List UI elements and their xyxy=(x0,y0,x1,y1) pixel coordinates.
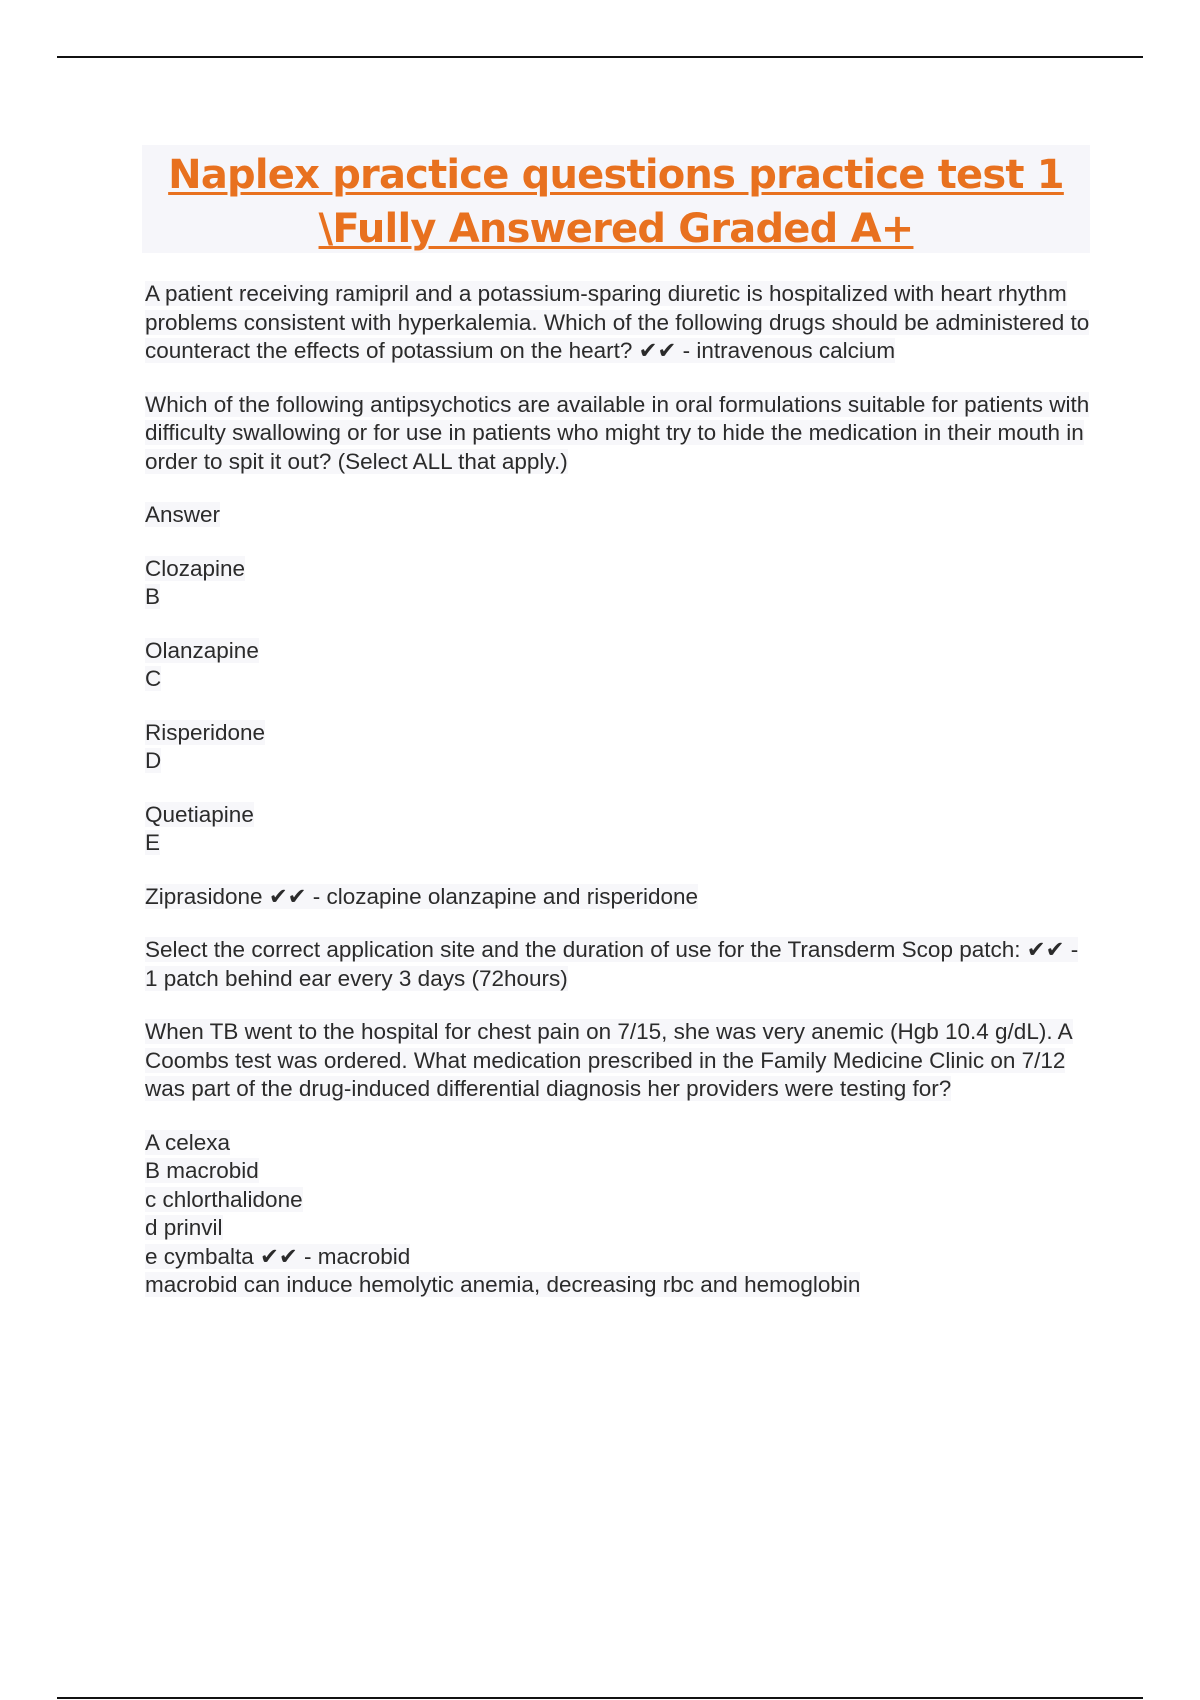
document-title xyxy=(142,145,1090,256)
q4-explanation: macrobid can induce hemolytic anemia, decreasing rbc and hemoglobin xyxy=(145,1272,861,1297)
q4-option: A celexa xyxy=(145,1129,231,1155)
option-letter: B xyxy=(145,584,161,609)
top-rule xyxy=(57,56,1143,58)
title-banner xyxy=(142,145,1090,253)
question-2-answer xyxy=(145,883,1095,912)
option-letter: E xyxy=(145,830,161,855)
question-1 xyxy=(145,280,1095,366)
answer-label xyxy=(145,501,1095,530)
option-letter: C xyxy=(145,666,162,691)
q4-option: c chlorthalidone xyxy=(145,1186,303,1212)
option-block xyxy=(145,555,1095,612)
question-2-text: Which of the following antipsychotics are available in oral formulations suitable for patients with difficulty swallowing or for use in patients who might try to hide the medication in their mouth in order to spit it out? (Select ALL that apply.) xyxy=(145,391,1090,474)
option-text: Quetiapine xyxy=(145,801,254,827)
q4-option: d prinvil xyxy=(145,1215,223,1240)
title-line-2: \Fully Answered Graded A+ xyxy=(318,206,914,252)
question-4-options xyxy=(145,1129,1095,1300)
option-block xyxy=(145,801,1095,858)
question-2 xyxy=(145,391,1095,477)
question-1-text: A patient receiving ramipril and a potassium-sparing diuretic is hospitalized with heart rhythm problems consistent with hyperkalemia. Which of the following drugs should be administered to counteract the effects of potassium on the heart? ✔✔ - intravenous calcium xyxy=(145,281,1090,363)
question-2-answer-text: Ziprasidone ✔✔ - clozapine olanzapine and risperidone xyxy=(145,883,699,909)
question-4-text: When TB went to the hospital for chest pain on 7/15, she was very anemic (Hgb 10.4 g/dL). A Coombs test was ordered. What medication prescribed in the Family Medicine Clinic on 7/12 was part of the drug-induced differential diagnosis her providers were testing for? xyxy=(145,1019,1073,1101)
q4-option: B macrobid xyxy=(145,1158,259,1183)
option-block xyxy=(145,719,1095,776)
option-block xyxy=(145,637,1095,694)
option-text: Clozapine xyxy=(145,555,246,581)
document-body xyxy=(145,280,1095,1325)
q4-option: e cymbalta ✔✔ - macrobid xyxy=(145,1243,411,1269)
option-letter: D xyxy=(145,748,162,773)
question-4 xyxy=(145,1018,1095,1104)
bottom-rule xyxy=(57,1697,1143,1699)
option-text: Olanzapine xyxy=(145,637,259,663)
title-line-1: Naplex practice questions practice test 1 xyxy=(168,152,1064,198)
option-text: Risperidone xyxy=(145,719,266,745)
answer-label-text: Answer xyxy=(145,502,221,527)
question-3 xyxy=(145,936,1095,993)
question-3-text: Select the correct application site and the duration of use for the Transderm Scop patch: ✔✔ - 1 patch behind ear every 3 days (72hours) xyxy=(145,937,1079,991)
